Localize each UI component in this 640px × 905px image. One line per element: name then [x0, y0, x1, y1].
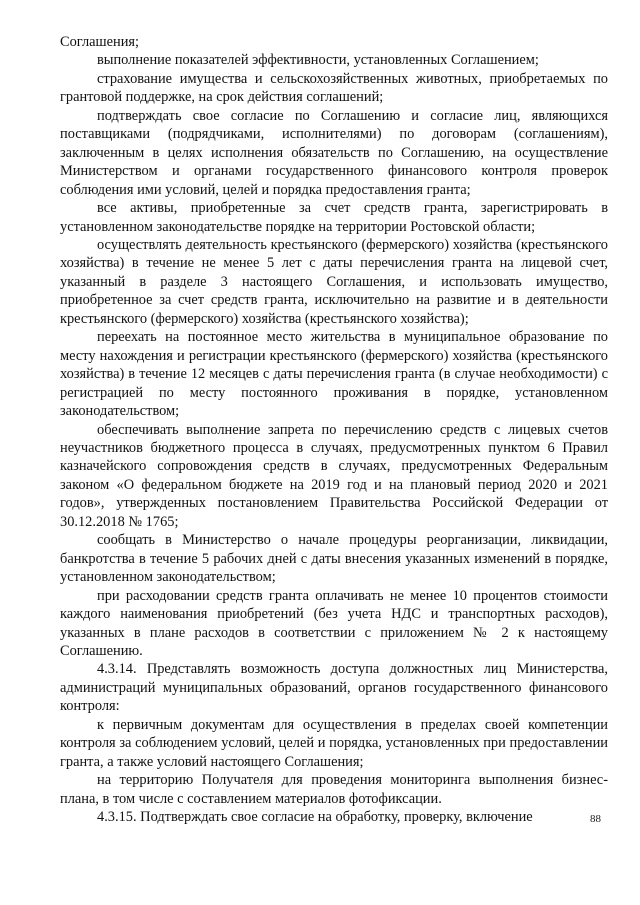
paragraph-8: обеспечивать выполнение запрета по перечислению средств с лицевых счетов неучастников бюджетного процесса в случаях, предусмотренных пунктом 6 Правил казначейского сопровождения средств в случаях, предусмотренных Федеральным законом «О федеральном бюджете на 2019 год и на плановый период 2020 и 2021 годов», утвержденных постановлением Правительства Российской Федерации от 30.12.2018 № 1765; [60, 421, 608, 530]
page-number: 88 [590, 813, 601, 825]
paragraph-6: осуществлять деятельность крестьянского (фермерского) хозяйства (крестьянского хозяйства) в течение не менее 5 лет с даты перечисления гранта на лицевой счет, указанный в разделе 3 настоящего Соглашения, и использовать имущество, приобретенное за счет средств гранта, исключительно на развитие и в деятельности крестьянского (фермерского) хозяйства (крестьянского хозяйства); [60, 236, 608, 327]
paragraph-5: все активы, приобретенные за счет средств гранта, зарегистрировать в установленном законодательстве порядке на территории Ростовской области; [60, 200, 608, 235]
paragraph-1: Соглашения; [60, 34, 140, 50]
paragraph-9: сообщать в Министерство о начале процедуры реорганизации, ликвидации, банкротства в течение 5 рабочих дней с даты внесения указанных изменений в порядке, установленном законодательством; [60, 532, 608, 586]
paragraph-7: переехать на постоянное место жительства в муниципальное образование по месту нахождения и регистрации крестьянского (фермерского) хозяйства (крестьянского хозяйства) в течение 12 месяцев с даты перечисления гранта (в случае необходимости) с регистрацией по месту постоянного проживания в порядке, установленном законодательством; [60, 329, 608, 420]
paragraph-3: страхование имущества и сельскохозяйственных животных, приобретаемых по грантовой поддержке, на срок действия соглашений; [60, 70, 608, 106]
paragraph-13: на территорию Получателя для проведения мониторинга выполнения бизнес-плана, в том числе с составлением материалов фотофиксации. [60, 772, 608, 807]
paragraph-11: 4.3.14. Представлять возможность доступа должностных лиц Министерства, администраций муниципальных образований, органов государственного финансового контроля: [60, 661, 608, 715]
paragraph-14: 4.3.15. Подтверждать свое согласие на обработку, проверку, включение [97, 809, 533, 826]
paragraph-4: подтверждать свое согласие по Соглашению и согласие лиц, являющихся поставщиками (подрядчиками, исполнителями) по договорам (соглашениям), заключенным в целях исполнения обязательств по Соглашению, на осуществление Министерством и органами государственного финансового контроля проверок соблюдения ими условий, целей и порядка предоставления гранта; [60, 107, 608, 198]
document-body [60, 33, 608, 826]
paragraph-12: к первичным документам для осуществления в пределах своей компетенции контроля за соблюдением условий, целей и порядка, установленных при предоставлении гранта, а также условий настоящего Соглашения; [60, 716, 608, 770]
paragraph-2: выполнение показателей эффективности, установленных Соглашением; [97, 52, 539, 69]
paragraph-10: при расходовании средств гранта оплачивать не менее 10 процентов стоимости каждого наименования приобретений (без учета НДС и транспортных расходов), указанных в плане расходов в соответствии с приложением № 2 к настоящему Соглашению. [60, 587, 608, 659]
